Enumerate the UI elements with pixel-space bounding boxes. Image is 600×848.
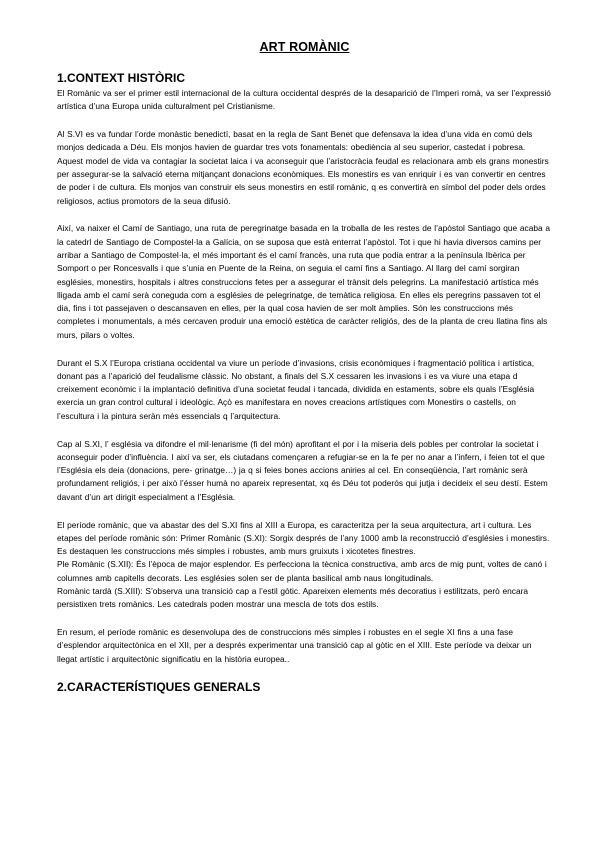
paragraph-late-romanesque: Romànic tardà (S.XIII): S’observa una transició cap a l’estil gòtic. Apareixen elements més decoratius i estilitzats, però encara persistixen trets romànics. Les catedrals poden mostrar una mescla de tots dos estils. (57, 586, 529, 610)
paragraph-tenth-century: Durant el S.X l’Europa cristiana occidental va viure un període d’invasions, crisis econòmiques i fragmentació política i artística, donant pas a l’aparició del feudalisme clàssic. No obstant, a finals del S.X cessaren les invasions i es va viure una etapa d creixement econòmic i la implantació definitiva d’una societat feudal i tancada, dividida en estaments, sobre els quals l’Església exercia un gran control cultural i ideològic. Açò es manifestara en noves creacions artístiques com Monestirs o castells, on l’escultura i la pintura seràn més essencials q l’arquitectura. (57, 357, 535, 421)
paragraph-camino: Així, va naixer el Camí de Santiago, una ruta de peregrinatge basada en la troballa de les restes de l’apòstol Santiago que acaba a la catedrl de Santiago de Compostel·la a Galícia, on se suposa que està enterrat l’apòstol. Tot i que hi havia diversos camins per arribar a Santiago de Compostel·la, el més important és el camí francès, una ruta que podia entrar a la península Ibèrica per Somport o per Roncesvalls i que s’unia en Puente de la Reina, on seguia el camí fins a Santiago. Al llarg del camí sorgiran esglésies, monestirs, hospitals i altres construccions fetes per a assegurar el trànsit dels pelegrins. La manifestació artística més lligada amb el camí serà coneguda com a esglésies de pelegrinatge, de temàtica religiosa. En elles els peregrins passaven tot el dia, fins i tot passejaven o descansaven en elles, per la qual cosa havien de ser molt àmplies. Són les construccions més completes i monumentals, a més cercaven produir una emoció estètica de caràcter religiós, des de la planta de creu llatina fins als murs, pilars o voltes. (57, 223, 550, 340)
document-title: ART ROMÀNIC (259, 40, 350, 54)
paragraph-intro: El Romànic va ser el primer estil internacional de la cultura occidental després de la desaparició de l’Imperi romà, va ser l’expressió artística d’una Europa unida culturalment pel Cristianisme. (57, 88, 551, 112)
paragraph-first-romanesque: El període romànic, que va abastar des del S.XI fins al XIII a Europa, es caracteritza per la seua arquitectura, art i cultura. Les etapes del període romànic són: Primer Romànic (S.XI): Sorgix després de l’any 1000 amb la reconstrucció d’esglésies i monestirs. Es destaquen les construccions més simples i robustes, amb murs gruixuts i xicotetes finestres. (57, 519, 550, 557)
section-heading-context: 1.CONTEXT HISTÒRIC (57, 71, 186, 85)
paragraph-full-romanesque: Ple Romànic (S.XII): És l’època de major esplendor. Es perfecciona la tècnica constructiva, amb arcs de mig punt, voltes de canó i columnes amb capitells decorats. Les esglésies solen ser de planta basilical amb naus longitudinals. (57, 559, 547, 583)
paragraph-summary: En resum, el període romànic es desenvolupa des de construccions més simples i robustes en el segle XI fins a una fase d’esplendor arquitectònica en el XII, per a després experimentar una transició cap al gòtic en el XIII. Este període va deixar un llegat artístic i arquitectònic significatiu en la història europea.. (57, 627, 532, 664)
paragraph-millenarianism: Cap al S.XI, l’ església va difondre el mil·lenarisme (fi del món) aprofitant el por i la miseria dels pobles per controlar la societat i aconseguir poder d’influència. I així va ser, els ciutadans començaren a refugiar-se en la fe per no anar a l’infern, i feien tot el que l’Església els deia (donacions, pere- grinatge…) ja q si feies bones accions aniries al cel. En conseqüència, l’art romànic serà profundament religiós, i per això l’ésser humà no apareix representat, xq és Déu tot poderós qui jutja i decideix el seu destí. Estem davant d’un art dirigit especialment a l’Església. (57, 438, 548, 502)
section-heading-characteristics: 2.CARACTERÍSTIQUES GENERALS (57, 680, 261, 695)
paragraph-benedictine: Al S.VI es va fundar l’orde monàstic benedictí, basat en la regla de Sant Benet que defensava la idea d’una vida en comú dels monjos dedicada a Déu. Els monjos havien de guardar tres vots fonamentals: obediència al seu superior, castedat i pobresa. Aquest model de vida va contagiar la societat laica i va aconseguir que l’aristocràcia feudal es relacionara amb els grans monestirs per assegurar-se la salvació eterna mitjançant donacions econòmiques. Els monestirs es van enriquir i es van convertir en centres de poder i de cultura. Els monjos van construir els seus monestirs en estil romànic, q es convertirà en símbol del poder dels ordes religiosos, actius promotors de la seua difusió. (57, 129, 549, 206)
